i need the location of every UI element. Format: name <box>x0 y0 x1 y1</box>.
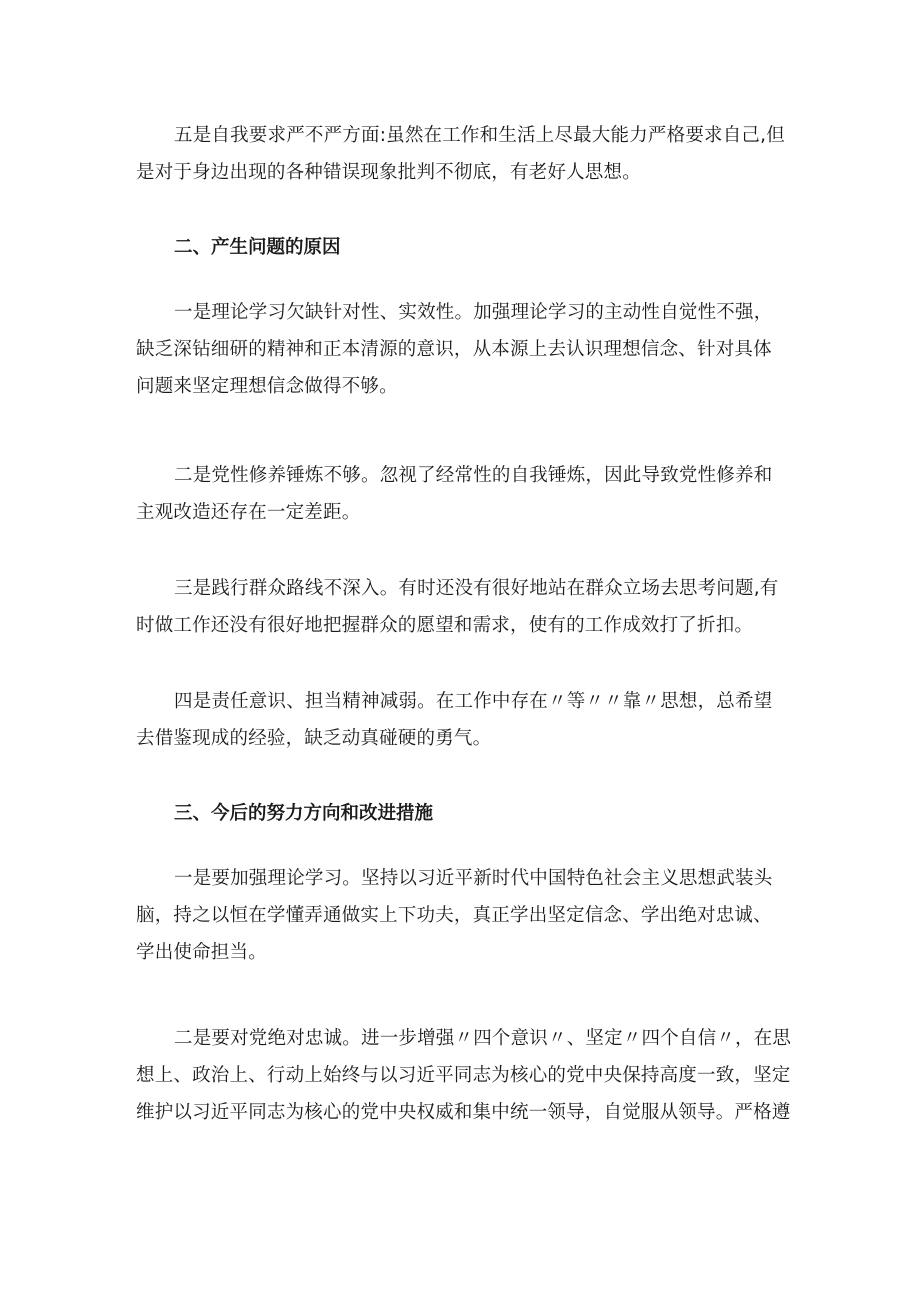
text-line: 一是理论学习欠缺针对性、实效性。加强理论学习的主动性自觉性不强， <box>174 302 773 323</box>
paragraph-party-spirit <box>136 457 796 531</box>
paragraph-mass-line <box>136 570 796 644</box>
text-line: 去借鉴现成的经验，缺乏动真碰硬的勇气。 <box>136 728 492 749</box>
paragraph-strengthen-theory <box>136 860 796 971</box>
text-line: 想上、政治上、行动上始终与以习近平同志为核心的党中央保持高度一致，坚定 <box>136 1065 791 1086</box>
paragraph-theory-study <box>136 294 796 405</box>
text-line: 缺乏深钻细研的精神和正本清源的意识，从本源上去认识理想信念、针对具体 <box>136 339 772 360</box>
text-line: 脑，持之以恒在学懂弄通做实上下功夫，真正学出坚定信念、学出绝对忠诚、 <box>136 905 772 926</box>
paragraph-loyalty <box>136 1020 796 1131</box>
text-line: 一是要加强理论学习。坚持以习近平新时代中国特色社会主义思想武装头 <box>174 868 773 889</box>
paragraph-self-requirement <box>136 117 796 191</box>
text-line: 三是践行群众路线不深入。有时还没有很好地站在群众立场去思考问题,有 <box>174 578 779 599</box>
section-heading-measures: 三、今后的努力方向和改进措施 <box>174 803 434 824</box>
section-heading-causes: 二、产生问题的原因 <box>174 237 341 258</box>
text-line: 学出使命担当。 <box>136 942 267 963</box>
text-line: 问题来坚定理想信念做得不够。 <box>136 376 398 397</box>
text-line: 二是党性修养锤炼不够。忽视了经常性的自我锤炼，因此导致党性修养和 <box>174 465 773 486</box>
text-line: 五是自我要求严不严方面:虽然在工作和生活上尽最大能力严格要求自己,但 <box>174 125 785 146</box>
text-line: 维护以习近平同志为核心的党中央权威和集中统一领导，自觉服从领导。严格遵 <box>136 1102 791 1123</box>
text-line: 主观改造还存在一定差距。 <box>136 502 361 523</box>
paragraph-responsibility <box>136 683 796 757</box>
text-line: 时做工作还没有很好地把握群众的愿望和需求，使有的工作成效打了折扣。 <box>136 615 754 636</box>
text-line: 二是要对党绝对忠诚。进一步增强〃四个意识〃、坚定〃四个自信〃，在思 <box>174 1028 792 1049</box>
text-line: 四是责任意识、担当精神减弱。在工作中存在〃等〃〃靠〃思想，总希望 <box>174 691 773 712</box>
text-line: 是对于身边出现的各种错误现象批判不彻底，有老好人思想。 <box>136 162 641 183</box>
